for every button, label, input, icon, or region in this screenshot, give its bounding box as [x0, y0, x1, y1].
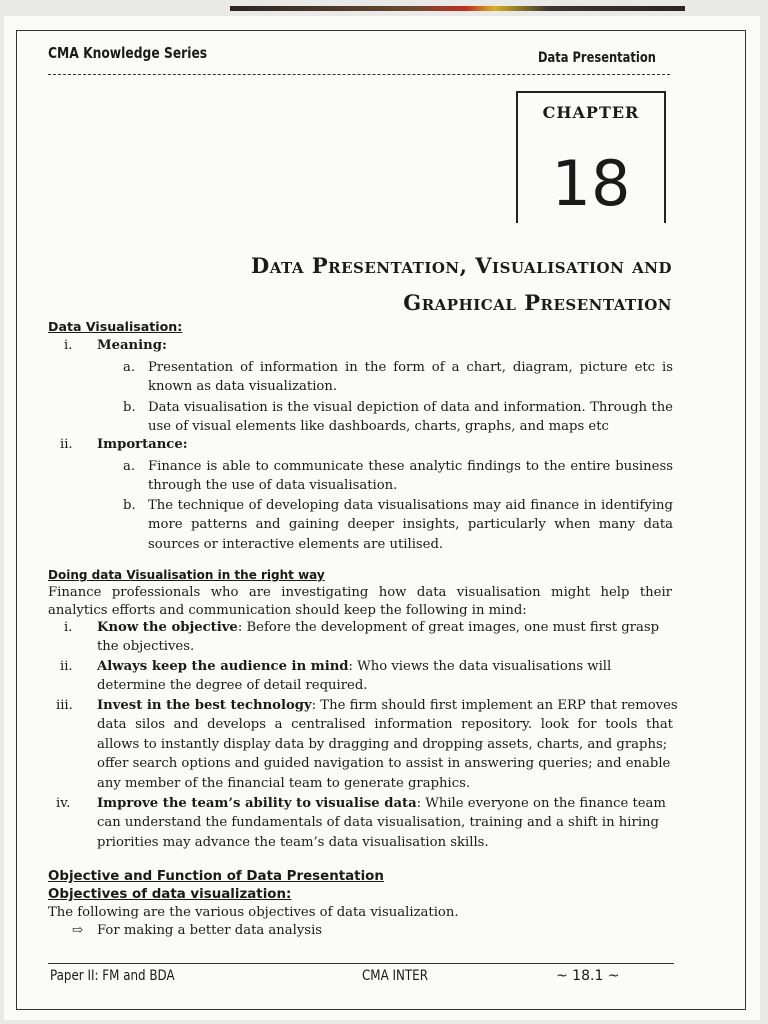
- text-line: Data visualisation is the visual depiction of data and information. Through the: [148, 400, 673, 415]
- footer-left: Paper II: FM and BDA: [50, 968, 175, 984]
- list-number: iii.: [56, 698, 73, 713]
- text-line: any member of the financial team to generate graphics.: [97, 776, 471, 791]
- page-title-line-2: Graphical Presentation: [403, 290, 672, 315]
- text-line: can understand the fundamentals of data visualisation, training and a shift in hiring: [97, 815, 659, 830]
- text-line: Know the objective: Before the development of great images, one must first grasp: [97, 620, 660, 635]
- list-number: ii.: [60, 659, 73, 674]
- list-heading-importance: Importance:: [97, 437, 188, 452]
- text-line: sources or interactive elements are utilised.: [148, 537, 444, 552]
- subheading-objectives: Objectives of data visualization:: [48, 887, 292, 902]
- list-letter: b.: [123, 498, 136, 513]
- text-line: through the use of data visualisation.: [148, 478, 398, 493]
- list-letter: a.: [123, 360, 136, 375]
- text-line: the objectives.: [97, 639, 195, 654]
- book-binding-strip: [230, 6, 685, 11]
- list-item: For making a better data analysis: [97, 923, 323, 938]
- list-number: i.: [64, 620, 73, 635]
- section-heading-objective-function: Objective and Function of Data Presentation: [48, 869, 384, 884]
- chapter-box: [516, 91, 666, 223]
- text-line: Finance is able to communicate these analytic findings to the entire business: [148, 459, 673, 474]
- text-line: The technique of developing data visualisations may aid finance in identifying: [148, 498, 673, 513]
- header-divider: [48, 74, 670, 75]
- section-heading-data-visualisation: Data Visualisation:: [48, 319, 183, 334]
- arrow-icon: ⇨: [72, 923, 84, 938]
- page-number: ~ 18.1 ~: [556, 968, 620, 984]
- list-number: i.: [64, 338, 73, 353]
- text-line: determine the degree of detail required.: [97, 678, 368, 693]
- text-line: priorities may advance the team’s data visualisation skills.: [97, 835, 489, 850]
- header-topic: Data Presentation: [538, 50, 656, 66]
- text-line: allows to instantly display data by dragging and dropping assets, charts, and graphs;: [97, 737, 668, 752]
- text-line: more patterns and gaining deeper insights, particularly when many data: [148, 517, 673, 532]
- text-line: Presentation of information in the form of a chart, diagram, picture etc is: [148, 360, 673, 375]
- text-line: Finance professionals who are investigating how data visualisation might help their: [48, 585, 672, 600]
- text-line: The following are the various objectives of data visualization.: [48, 905, 459, 920]
- text-line: known as data visualization.: [148, 379, 338, 394]
- text-line: offer search options and guided navigation to assist in answering queries; and enable: [97, 756, 671, 771]
- chapter-number: 18: [551, 147, 631, 220]
- chapter-label: CHAPTER: [542, 103, 640, 122]
- footer-center: CMA INTER: [362, 968, 428, 984]
- text-line: Always keep the audience in mind: Who views the data visualisations will: [97, 659, 612, 674]
- text-line: Improve the team’s ability to visualise data: While everyone on the finance team: [97, 796, 666, 811]
- section-heading-doing-visualisation: Doing data Visualisation in the right way: [48, 568, 325, 582]
- footer-divider: [48, 963, 674, 964]
- list-number: iv.: [56, 796, 71, 811]
- text-line: analytics efforts and communication should keep the following in mind:: [48, 603, 527, 618]
- list-heading-meaning: Meaning:: [97, 338, 167, 353]
- text-line: data silos and develops a centralised information repository. look for tools that: [97, 717, 673, 732]
- text-line: use of visual elements like dashboards, charts, graphs, and maps etc: [148, 419, 609, 434]
- list-number: ii.: [60, 437, 73, 452]
- text-line: Invest in the best technology: The firm should first implement an ERP that removes: [97, 698, 678, 713]
- header-series: CMA Knowledge Series: [48, 44, 208, 62]
- list-letter: b.: [123, 400, 136, 415]
- page-title-line-1: Data Presentation, Visualisation and: [251, 253, 672, 278]
- list-letter: a.: [123, 459, 136, 474]
